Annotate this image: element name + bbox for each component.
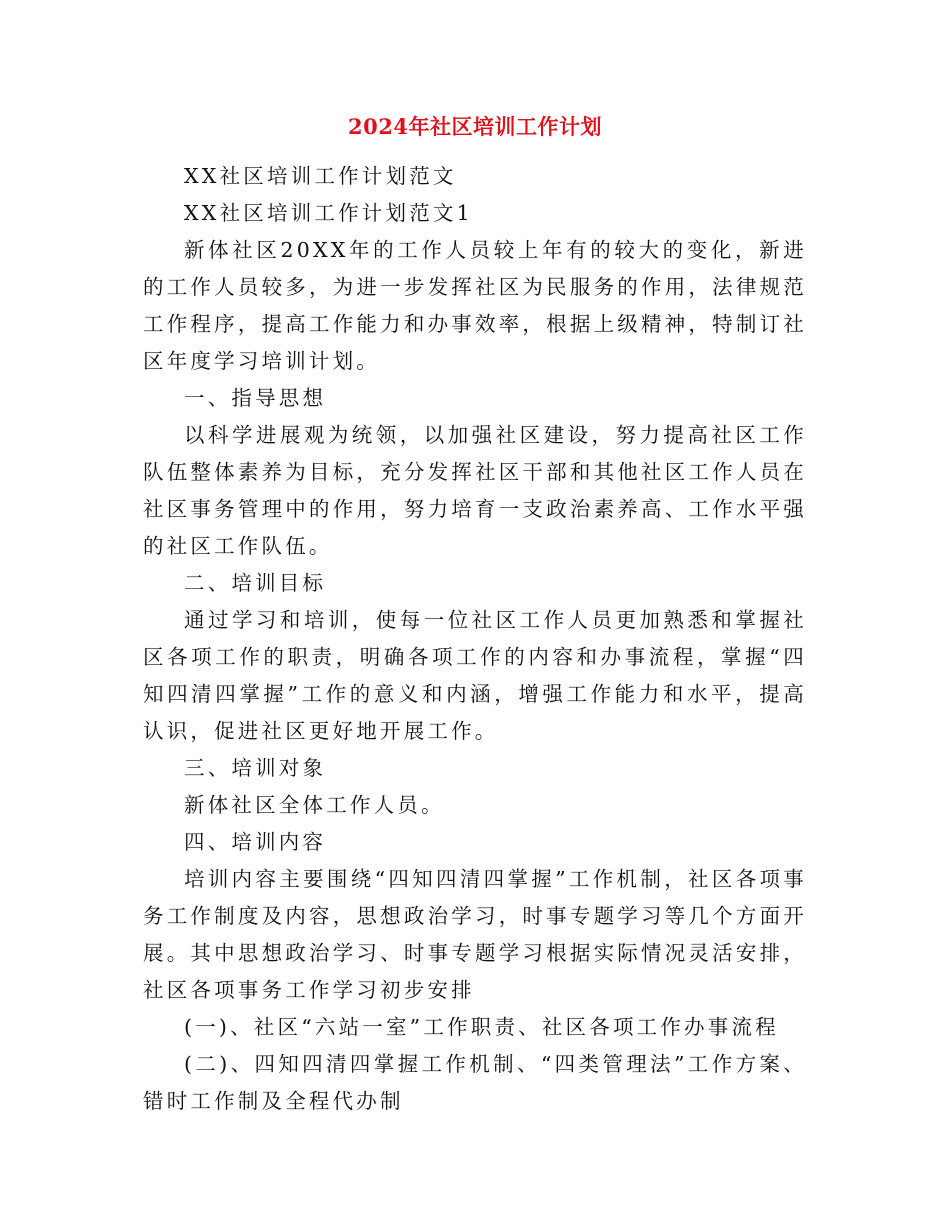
section-heading-guiding-thought: 一、指导思想 bbox=[184, 386, 327, 410]
section-heading-training-target: 三、培训对象 bbox=[184, 756, 327, 780]
paragraph-training-content: 培训内容主要围绕“四知四清四掌握”工作机制，社区各项事务工作制度及内容，思想政治学习，时事专题学习等几个方面开展。其中思想政治学习、时事专题学习根据实际情况灵活安排，社区各项事务工作学习初步安排 bbox=[143, 867, 807, 1002]
list-item-1: (一)、社区“六站一室”工作职责、社区各项工作办事流程 bbox=[184, 1015, 779, 1039]
paragraph-subtitle: XX社区培训工作计划范文 bbox=[184, 164, 457, 188]
paragraph-guiding-thought: 以科学进展观为统领，以加强社区建设，努力提高社区工作队伍整体素养为目标，充分发挥社区干部和其他社区工作人员在社区事务管理中的作用，努力培育一支政治素养高、工作水平强的社区工作队伍。 bbox=[143, 423, 807, 558]
paragraph-intro: 新体社区20XX年的工作人员较上年有的较大的变化，新进的工作人员较多，为进一步发挥社区为民服务的作用，法律规范工作程序，提高工作能力和办事效率，根据上级精神，特制订社区年度学习培训计划。 bbox=[143, 238, 807, 373]
paragraph-training-target: 新体社区全体工作人员。 bbox=[184, 793, 445, 817]
document-body bbox=[143, 158, 807, 1120]
section-heading-training-content: 四、培训内容 bbox=[184, 830, 327, 854]
paragraph-subtitle-1: XX社区培训工作计划范文1 bbox=[184, 201, 473, 225]
list-item-2: (二)、四知四清四掌握工作机制、“四类管理法”工作方案、错时工作制及全程代办制 bbox=[143, 1052, 807, 1113]
document-title: 2024年社区培训工作计划 bbox=[348, 114, 602, 139]
section-heading-training-goal: 二、培训目标 bbox=[184, 571, 327, 595]
paragraph-training-goal: 通过学习和培训，使每一位社区工作人员更加熟悉和掌握社区各项工作的职责，明确各项工作的内容和办事流程，掌握“四知四清四掌握”工作的意义和内涵，增强工作能力和水平，提高认识，促进社区更好地开展工作。 bbox=[143, 608, 807, 743]
